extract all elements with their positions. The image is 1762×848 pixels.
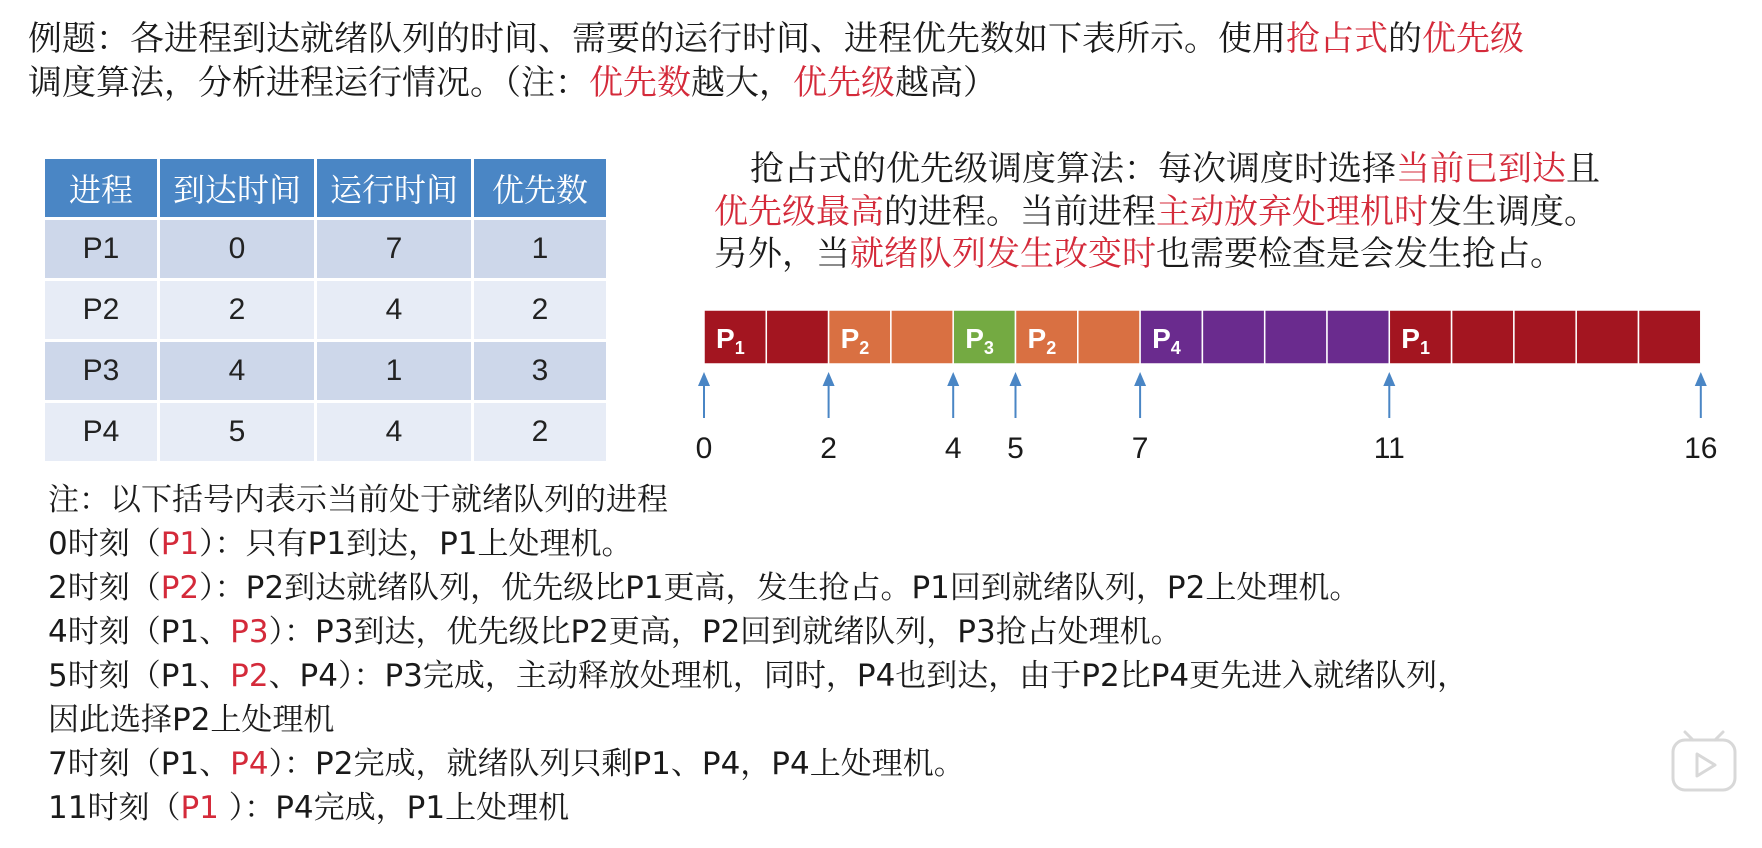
gantt-label: $P_3$ xyxy=(965,323,994,358)
note-line: 因此选择P2上处理机 xyxy=(48,702,335,738)
note-text: ）：P4完成，P1上处理机 xyxy=(228,790,570,826)
desc-text: 发生调度。 xyxy=(1428,191,1598,232)
intro-text: 调度算法，分析进程运行情况。（注： xyxy=(28,62,589,103)
desc-highlight: 就绪队列发生改变时 xyxy=(850,234,1156,274)
gantt-chart xyxy=(695,308,1718,478)
intro-highlight: 优先级 xyxy=(793,62,895,103)
intro-highlight: 优先级 xyxy=(1422,19,1524,59)
header-priority: 优先数 xyxy=(473,158,608,219)
desc-highlight: 当前已到达 xyxy=(1396,149,1566,189)
table-row xyxy=(44,341,608,402)
table-cell: 4 xyxy=(316,402,473,463)
table-row xyxy=(44,402,608,463)
gantt-label: $P_4$ xyxy=(1152,323,1181,358)
intro-text: 例题：各进程到达就绪队列的时间、需要的运行时间、进程优先数如下表所示。使用 xyxy=(28,19,1286,59)
table-cell: P4 xyxy=(44,402,159,463)
note-line xyxy=(48,786,1728,830)
table-cell: 4 xyxy=(159,341,316,402)
intro-highlight: 抢占式 xyxy=(1286,19,1388,59)
note-text: 11时刻（ xyxy=(48,790,181,826)
intro-highlight: 优先数 xyxy=(589,62,691,103)
table-row xyxy=(44,219,608,280)
gantt-cell xyxy=(1327,310,1389,364)
desc-text: 抢占式的优先级调度算法：每次调度时选择 xyxy=(750,149,1396,189)
time-tick-label: 11 xyxy=(1373,432,1405,465)
timeline-notes xyxy=(48,478,1728,830)
time-arrow-head xyxy=(1010,372,1022,386)
intro-text: 的 xyxy=(1388,19,1422,59)
note-text: ）：P2到达就绪队列，优先级比P1更高，发生抢占。P1回到就绪队列，P2上处理机。 xyxy=(199,570,1361,606)
table-cell: P1 xyxy=(44,219,159,280)
table-cell: 5 xyxy=(159,402,316,463)
note-text: 5时刻（P1、 xyxy=(48,658,231,694)
note-highlight: P3 xyxy=(230,614,269,650)
gantt-cell xyxy=(1452,310,1514,364)
note-highlight: P1 xyxy=(180,790,229,826)
desc-highlight: 主动放弃处理机时 xyxy=(1156,191,1428,232)
note-highlight: P2 xyxy=(160,570,200,606)
note-highlight: P2 xyxy=(230,658,269,694)
algorithm-description xyxy=(714,148,1714,276)
gantt-cell xyxy=(1202,310,1264,364)
table-cell: 0 xyxy=(159,219,316,280)
note-text: ）：P3到达，优先级比P2更高，P2回到就绪队列，P3抢占处理机。 xyxy=(268,614,1182,650)
gantt-label: $P_1$ xyxy=(1401,323,1431,358)
table-cell: P2 xyxy=(44,280,159,341)
note-text: 0时刻（ xyxy=(48,526,161,562)
table-row xyxy=(44,280,608,341)
note-text: 、P4）：P3完成，主动释放处理机，同时，P4也到达，由于P2比P4更先进入就绪队列， xyxy=(268,658,1469,694)
gantt-cell xyxy=(1265,310,1327,364)
note-highlight: P4 xyxy=(230,746,269,782)
table-cell: 7 xyxy=(316,219,473,280)
gantt-cell xyxy=(766,310,828,364)
time-arrow-head xyxy=(947,372,959,386)
gantt-label: $P_2$ xyxy=(840,323,870,358)
note-line xyxy=(48,742,1728,786)
table-header-row xyxy=(44,158,608,219)
gantt-cell xyxy=(1514,310,1576,364)
time-arrow-head xyxy=(1695,372,1707,386)
desc-text: 的进程。当前进程 xyxy=(884,191,1156,232)
process-table xyxy=(42,156,609,464)
time-arrow-head xyxy=(1134,372,1146,386)
time-arrow-head xyxy=(823,372,835,386)
table-cell: 3 xyxy=(473,341,608,402)
play-icon[interactable] xyxy=(1669,730,1739,794)
table-cell: 1 xyxy=(473,219,608,280)
note-text: 7时刻（P1、 xyxy=(48,746,231,782)
intro-paragraph xyxy=(28,18,1728,105)
note-text: ）：只有P1到达，P1上处理机。 xyxy=(199,526,633,562)
note-line xyxy=(48,610,1728,654)
gantt-cell xyxy=(1639,310,1701,364)
note-highlight: P1 xyxy=(160,526,200,562)
note-text: ）：P2完成，就绪队列只剩P1、P4，P4上处理机。 xyxy=(268,746,965,782)
header-arrival: 到达时间 xyxy=(159,158,316,219)
desc-text: 且 xyxy=(1566,149,1600,189)
notes-header: 注：以下括号内表示当前处于就绪队列的进程 xyxy=(48,482,668,518)
note-text: 2时刻（ xyxy=(48,570,161,606)
table-cell: 2 xyxy=(159,280,316,341)
header-process: 进程 xyxy=(44,158,159,219)
note-text: 4时刻（P1、 xyxy=(48,614,231,650)
gantt-cell xyxy=(891,310,953,364)
note-line xyxy=(48,654,1728,698)
time-tick-label: 0 xyxy=(695,432,713,465)
intro-text: 越大， xyxy=(691,62,793,103)
table-cell: 4 xyxy=(316,280,473,341)
intro-text: 越高） xyxy=(895,62,997,103)
table-cell: P3 xyxy=(44,341,159,402)
gantt-cell xyxy=(1576,310,1638,364)
gantt-label: $P_1$ xyxy=(716,323,745,358)
desc-highlight: 优先级最高 xyxy=(714,191,884,232)
time-tick-label: 7 xyxy=(1131,432,1149,465)
table-cell: 2 xyxy=(473,402,608,463)
time-tick-label: 16 xyxy=(1684,432,1718,465)
time-tick-label: 5 xyxy=(1007,432,1024,465)
header-runtime: 运行时间 xyxy=(316,158,473,219)
time-arrow-head xyxy=(1383,372,1395,386)
desc-text: 另外，当 xyxy=(714,234,850,274)
note-line xyxy=(48,566,1728,610)
gantt-cell xyxy=(1078,310,1140,364)
time-tick-label: 4 xyxy=(944,432,962,465)
table-cell: 2 xyxy=(473,280,608,341)
gantt-label: $P_2$ xyxy=(1027,323,1057,358)
desc-text: 也需要检查是会发生抢占。 xyxy=(1156,234,1564,274)
table-cell: 1 xyxy=(316,341,473,402)
time-tick-label: 2 xyxy=(820,432,837,465)
time-arrow-head xyxy=(698,372,710,386)
note-line xyxy=(48,522,1728,566)
